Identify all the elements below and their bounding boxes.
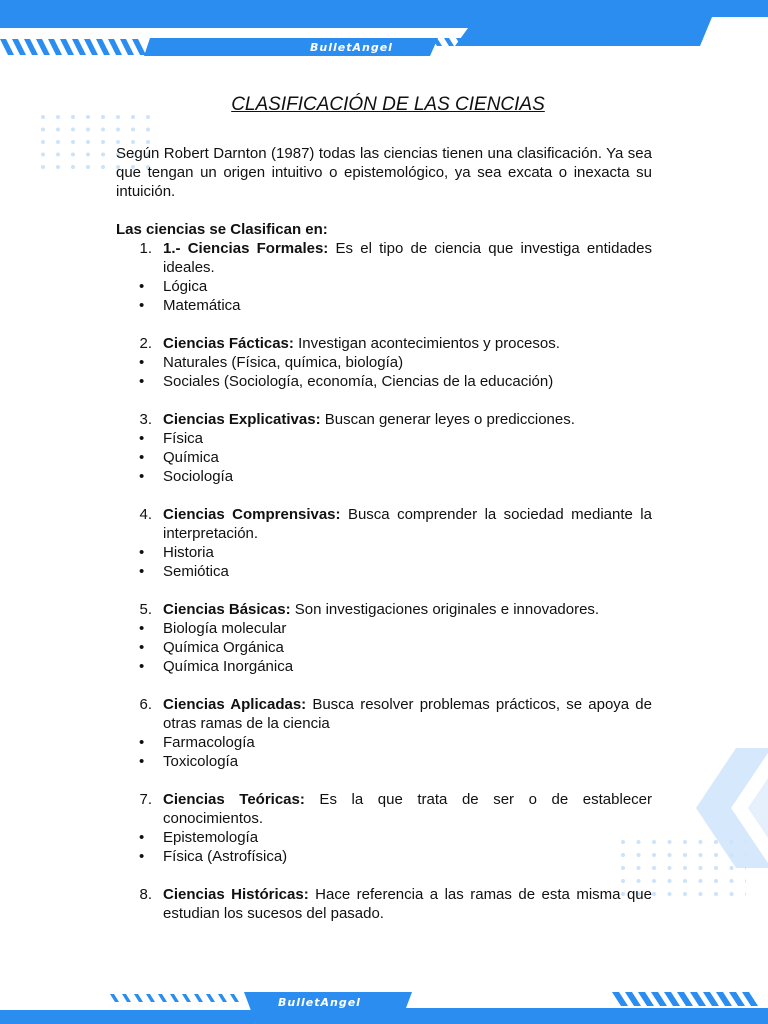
bullet-text: Química Inorgánica [163, 658, 294, 675]
section-term: Ciencias Históricas: [163, 886, 309, 903]
bullet-text: Sociología [163, 468, 234, 485]
bullet-text: Física (Astrofísica) [163, 848, 288, 865]
bullet-icon: • [139, 373, 145, 390]
bullet-text: Historia [163, 544, 214, 561]
bullet-icon: • [139, 544, 145, 561]
section-item [116, 239, 652, 277]
section-item [116, 334, 652, 353]
bullet-text: Lógica [163, 278, 208, 295]
bullet-text: Química [163, 449, 219, 466]
section-number: 7. [139, 791, 152, 808]
section-item [116, 885, 652, 923]
section-item [116, 695, 652, 733]
bullet-item [116, 847, 652, 866]
bullet-icon: • [139, 658, 145, 675]
bullet-item [116, 638, 652, 657]
section-term: Ciencias Básicas: [163, 601, 291, 618]
bullet-icon: • [139, 297, 145, 314]
bullet-item [116, 543, 652, 562]
bullet-item [116, 562, 652, 581]
bullet-text: Física [163, 430, 204, 447]
bullet-text: Semiótica [163, 563, 229, 580]
section-term: Ciencias Teóricas: [163, 791, 305, 808]
section-number: 8. [139, 886, 152, 903]
bullet-item [116, 353, 652, 372]
section-item [116, 600, 652, 619]
bullet-item [116, 467, 652, 486]
bullet-icon: • [139, 829, 145, 846]
bullet-text: Química Orgánica [163, 639, 284, 656]
section-term: Ciencias Comprensivas: [163, 506, 341, 523]
section-term: 1.- Ciencias Formales: [163, 240, 329, 257]
section-description: Son investigaciones originales e innovadores. [290, 601, 600, 618]
section-term: Ciencias Explicativas: [163, 411, 321, 428]
section-number: 6. [139, 696, 152, 713]
document-title: CLASIFICACIÓN DE LAS CIENCIAS [231, 94, 545, 115]
section-item [116, 410, 652, 429]
header-brand-logo: BulletAngel [310, 41, 393, 54]
bullet-item [116, 277, 652, 296]
section-number: 4. [139, 506, 152, 523]
bullet-text: Toxicología [163, 753, 239, 770]
section-description: Hace referencia a las ramas de esta misma que estudian los sucesos del pasado. [163, 886, 652, 922]
bullet-icon: • [139, 430, 145, 447]
bullet-icon: • [139, 620, 145, 637]
bullet-icon: • [139, 449, 145, 466]
section-term: Ciencias Aplicadas: [163, 696, 307, 713]
bullet-icon: • [139, 639, 145, 656]
section-item [116, 790, 652, 828]
intro-paragraph: Según Robert Darnton (1987) todas las ciencias tienen una clasificación. Ya sea que tengan un origen intuitivo o epistemológico, ya sea excata o inexacta su intuición. [116, 145, 652, 200]
section-description: Investigan acontecimientos y procesos. [293, 335, 560, 352]
footer-stripes-left [110, 994, 239, 1002]
bullet-text: Matemática [163, 297, 241, 314]
section-number: 1. [139, 240, 152, 257]
bullet-icon: • [139, 563, 145, 580]
subheading: Las ciencias se Clasifican en: [116, 221, 328, 238]
section-description: Buscan generar leyes o predicciones. [320, 411, 575, 428]
bullet-item [116, 828, 652, 847]
bullet-text: Farmacología [163, 734, 255, 751]
bullet-item [116, 448, 652, 467]
section-description: Busca resolver problemas prácticos, se apoya de otras ramas de la ciencia [163, 696, 652, 732]
sections-list [116, 239, 652, 923]
bullet-item [116, 296, 652, 315]
section-term: Ciencias Fácticas: [163, 335, 294, 352]
bullet-icon: • [139, 468, 145, 485]
section-number: 2. [139, 335, 152, 352]
bullet-item [116, 752, 652, 771]
bullet-item [116, 733, 652, 752]
section-description: Es el tipo de ciencia que investiga entidades ideales. [163, 240, 652, 276]
section-description: Busca comprender la sociedad mediante la interpretación. [163, 506, 652, 542]
bullet-item [116, 619, 652, 638]
section-item [116, 505, 652, 543]
bullet-item [116, 429, 652, 448]
bullet-icon: • [139, 278, 145, 295]
section-number: 5. [139, 601, 152, 618]
bullet-text: Epistemología [163, 829, 259, 846]
section-number: 3. [139, 411, 152, 428]
header-stripes-left [0, 39, 146, 55]
footer-brand-logo: BulletAngel [278, 996, 361, 1009]
bullet-text: Naturales (Física, química, biología) [163, 354, 404, 371]
bullet-icon: • [139, 734, 145, 751]
bullet-item [116, 657, 652, 676]
footer-banner [0, 988, 768, 1024]
bullet-text: Sociales (Sociología, economía, Ciencias de la educación) [163, 373, 554, 390]
bullet-icon: • [139, 848, 145, 865]
bullet-icon: • [139, 354, 145, 371]
section-description: Es la que trata de ser o de establecer conocimientos. [163, 791, 652, 827]
bullet-text: Biología molecular [163, 620, 287, 637]
bullet-item [116, 372, 652, 391]
document-body [116, 144, 652, 923]
bullet-icon: • [139, 753, 145, 770]
